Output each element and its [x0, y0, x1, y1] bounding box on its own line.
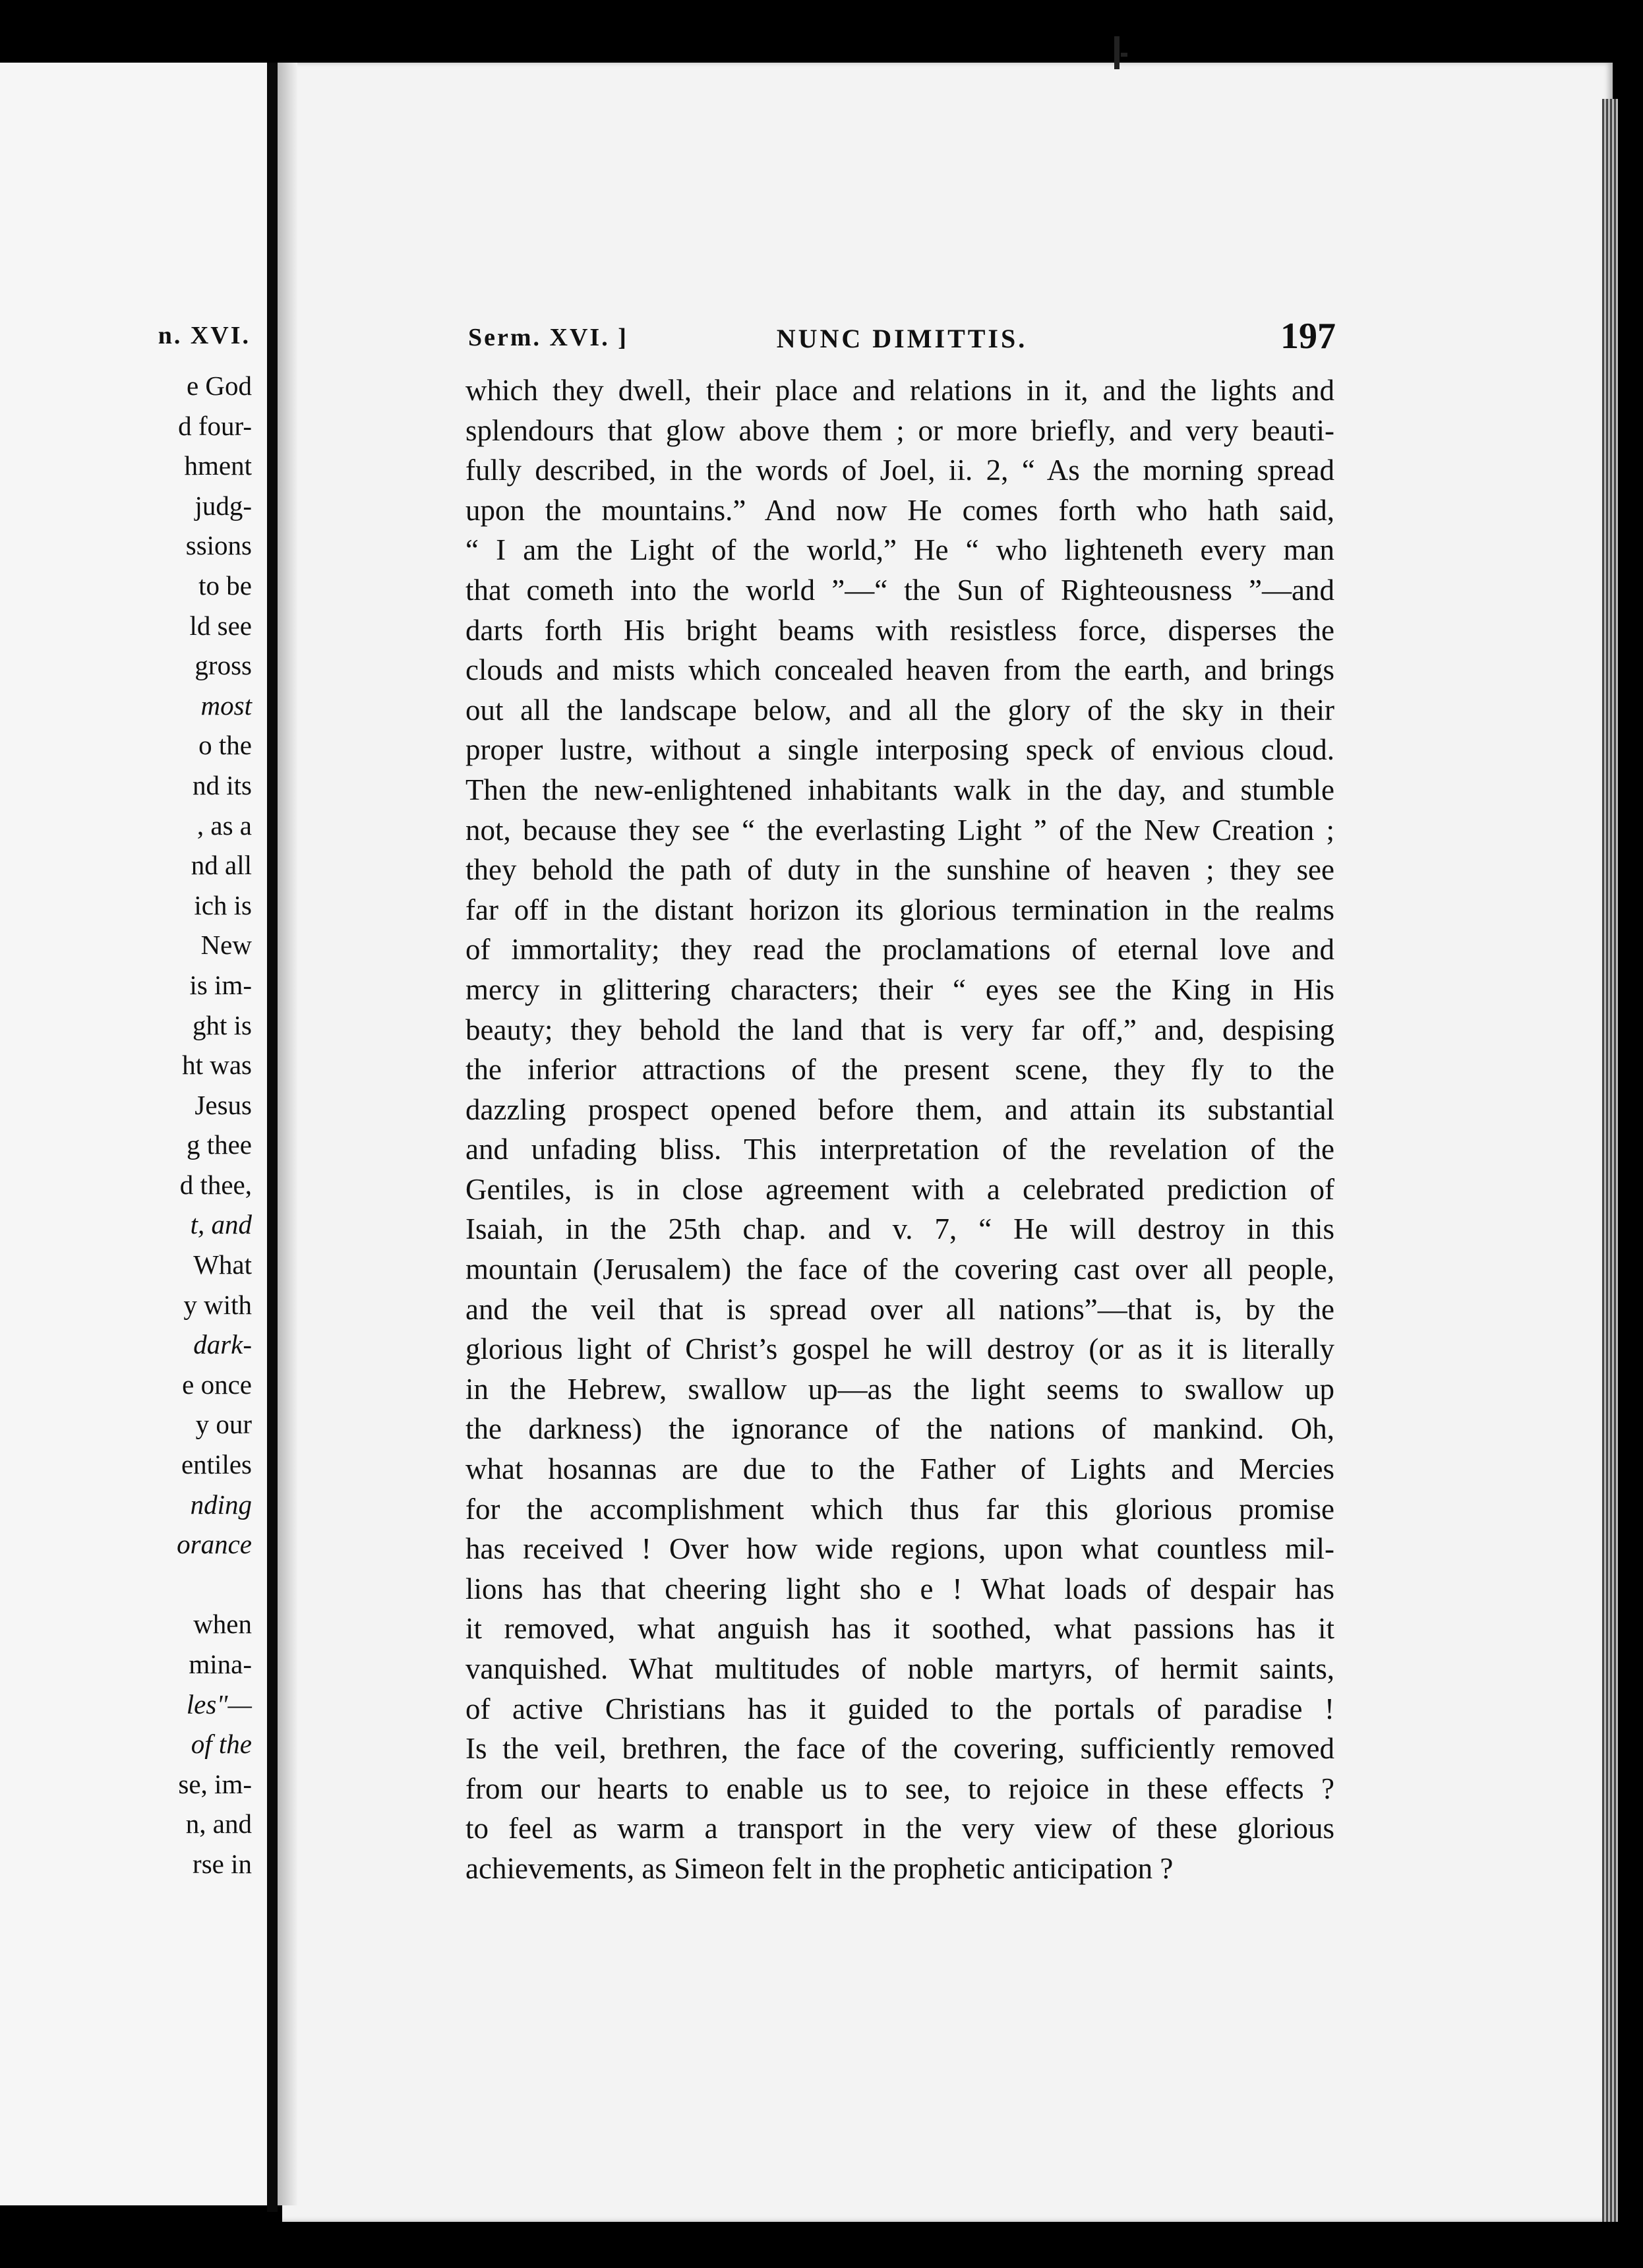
text-line: has received ! Over how wide regions, upon what countless mil- — [465, 1532, 1334, 1566]
text-line: dazzling prospect opened before them, and attain its substantial — [465, 1092, 1334, 1126]
previous-page-line: rse in — [193, 1848, 252, 1879]
previous-page-line: e God — [186, 371, 252, 401]
text-line: Is the veil, brethren, the face of the covering, sufficiently removed — [465, 1732, 1334, 1766]
previous-page-text — [15, 366, 252, 1884]
previous-page-line: judg- — [194, 490, 252, 521]
gutter-shadow — [278, 63, 297, 2205]
previous-page-line: les"— — [186, 1688, 252, 1719]
previous-page-line: t, and — [190, 1209, 252, 1240]
page-number: 197 — [1280, 316, 1336, 357]
previous-page-line: orance — [177, 1529, 252, 1560]
previous-page-line: Jesus — [194, 1089, 252, 1120]
text-line: fully described, in the words of Joel, ii. 2, “ As the morning spread — [465, 454, 1334, 487]
previous-page-line: dark- — [193, 1329, 252, 1360]
text-line: Isaiah, in the 25th chap. and v. 7, “ He will destroy in this — [465, 1212, 1334, 1246]
running-title: NUNC DIMITTIS. — [776, 324, 1028, 353]
text-line: of immortality; they read the proclamations of eternal love and — [465, 933, 1334, 967]
previous-page-line: is im- — [189, 969, 252, 1000]
text-line: the inferior attractions of the present scene, they fly to the — [465, 1053, 1334, 1087]
body-text — [465, 371, 1334, 1889]
previous-page-line: y our — [195, 1409, 252, 1440]
previous-page-line: hment — [184, 450, 252, 481]
page-edge — [1602, 99, 1618, 2222]
book-gutter — [267, 63, 278, 2212]
text-line: splendours that glow above them ; or more briefly, and very beauti- — [465, 413, 1334, 447]
text-line: Gentiles, is in close agreement with a celebrated prediction of — [465, 1172, 1334, 1206]
text-line: from our hearts to enable us to see, to rejoice in these effects ? — [465, 1772, 1334, 1805]
text-line: achievements, as Simeon felt in the prophetic anticipation ? — [465, 1851, 1174, 1885]
previous-page-line: ssions — [185, 530, 252, 561]
text-line: not, because they see “ the everlasting Light ” of the New Creation ; — [465, 813, 1334, 847]
text-line: clouds and mists which concealed heaven from the earth, and brings — [465, 653, 1334, 687]
previous-page-header: n. XVI. — [158, 322, 251, 349]
text-line: mercy in glittering characters; their “ eyes see the King in His — [465, 972, 1334, 1006]
text-line: the darkness) the ignorance of the nations of mankind. Oh, — [465, 1412, 1334, 1446]
previous-page-line: nding — [190, 1489, 252, 1520]
text-line: proper lustre, without a single interposing speck of envious cloud. — [465, 733, 1334, 767]
previous-page-line: ld see — [189, 610, 252, 641]
sermon-reference: Serm. XVI. ] — [468, 324, 628, 351]
text-line: what hosannas are due to the Father of Lights and Mercies — [465, 1452, 1334, 1486]
previous-page-line: , as a — [196, 810, 252, 841]
text-line: Then the new-enlightened inhabitants walk in the day, and stumble — [465, 773, 1334, 806]
previous-page-line: g thee — [186, 1129, 252, 1160]
speck-mark — [1114, 36, 1120, 69]
text-line: lions has that cheering light sho e ! What loads of despair has — [465, 1572, 1334, 1605]
previous-page-line: to be — [198, 570, 252, 601]
running-header — [468, 310, 1336, 363]
previous-page-line: d thee, — [179, 1169, 252, 1200]
previous-page-line: nd all — [191, 850, 252, 881]
text-line: that cometh into the world ”—“ the Sun of Righteousness ”—and — [465, 573, 1334, 607]
text-line: “ I am the Light of the world,” He “ who lighteneth every man — [465, 533, 1334, 567]
text-line: it removed, what anguish has it soothed, what passions has it — [465, 1612, 1334, 1646]
previous-page-line: gross — [194, 650, 252, 681]
previous-page-line: when — [193, 1609, 252, 1640]
previous-page-line: y with — [183, 1289, 252, 1320]
text-line: out all the landscape below, and all the glory of the sky in their — [465, 693, 1334, 727]
previous-page-line: se, im- — [178, 1768, 252, 1799]
previous-page-line: nd its — [193, 769, 252, 800]
previous-page-line: d four- — [178, 410, 252, 441]
previous-page-line: ht was — [182, 1050, 252, 1081]
text-line: darts forth His bright beams with resistless force, disperses the — [465, 613, 1334, 647]
text-line: to feel as warm a transport in the very view of these glorious — [465, 1812, 1334, 1845]
text-line: of active Christians has it guided to the portals of paradise ! — [465, 1692, 1334, 1725]
text-line: glorious light of Christ’s gospel he will destroy (or as it is literally — [465, 1332, 1334, 1366]
text-line: which they dwell, their place and relations in it, and the lights and — [465, 374, 1334, 407]
text-line: far off in the distant horizon its glorious termination in the realms — [465, 893, 1334, 926]
previous-page-line: ght is — [193, 1009, 252, 1040]
previous-page-line: ich is — [194, 889, 252, 920]
speck-mark — [1121, 53, 1127, 57]
text-line: and the veil that is spread over all nations”—that is, by the — [465, 1292, 1334, 1326]
previous-page-line: New — [200, 930, 252, 961]
previous-page-line: mina- — [189, 1649, 252, 1679]
previous-page-line: e once — [182, 1369, 252, 1400]
previous-page-line: n, and — [185, 1808, 252, 1839]
previous-page-line: of the — [191, 1729, 252, 1760]
previous-page — [0, 63, 272, 2205]
previous-page-line: What — [193, 1249, 252, 1280]
previous-page-gap — [15, 1565, 252, 1605]
text-line: in the Hebrew, swallow up—as the light seems to swallow up — [465, 1372, 1334, 1406]
text-line: mountain (Jerusalem) the face of the covering cast over all people, — [465, 1253, 1334, 1286]
text-line: and unfading bliss. This interpretation of the revelation of the — [465, 1133, 1334, 1166]
previous-page-line: entiles — [181, 1449, 252, 1480]
text-line: upon the mountains.” And now He comes forth who hath said, — [465, 493, 1334, 527]
text-line: for the accomplishment which thus far this glorious promise — [465, 1492, 1334, 1526]
text-line: vanquished. What multitudes of noble martyrs, of hermit saints, — [465, 1652, 1334, 1685]
text-line: they behold the path of duty in the sunshine of heaven ; they see — [465, 853, 1334, 887]
previous-page-line: most — [200, 690, 252, 721]
text-line: beauty; they behold the land that is very far off,” and, despising — [465, 1013, 1334, 1046]
previous-page-line: o the — [198, 730, 252, 761]
